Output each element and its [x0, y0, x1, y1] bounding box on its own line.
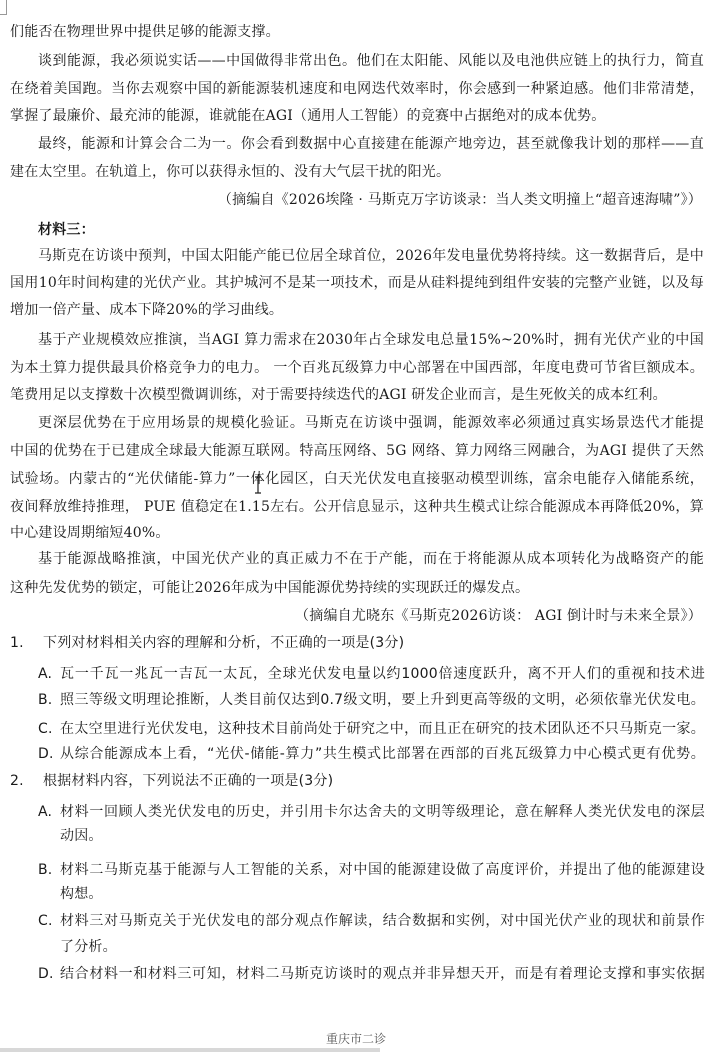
- option-text: 了分析。: [60, 939, 117, 955]
- paragraph-line: 在绕着美国跑。当你去观察中国的新能源装机速度和电网迭代效率时，你会感到一种紧迫感。他们非常清楚，: [10, 81, 704, 97]
- option-letter: C.: [38, 913, 53, 929]
- option-text: 瓦一千瓦一兆瓦一吉瓦一太瓦，全球光伏发电量以约1000倍速度跃升，离不开人们的重视和技术进: [60, 666, 705, 682]
- text-cursor-icon: [254, 476, 262, 494]
- option-text: 材料三对马斯克关于光伏发电的部分观点作解读，结合数据和实例，对中国光伏产业的现状和前景作: [60, 913, 705, 929]
- paragraph-line: 掌握了最廉价、最充沛的能源，谁就能在AGI（通用人工智能）的竞赛中占据绝对的成本优势。: [10, 108, 606, 124]
- paragraph-line: 基于产业规模效应推演，当AGI 算力需求在2030年占全球发电总量15%~20%时，拥有光伏产业的中国: [38, 332, 704, 348]
- option-letter: B.: [38, 692, 53, 708]
- paragraph-line: 基于能源战略推演，中国光伏产业的真正威力不在于产能，而在于将能源从成本项转化为战略资产的能: [38, 551, 704, 567]
- paragraph-line: 最终，能源和计算会合二为一。你会看到数据中心直接建在能源产地旁边，甚至就像我计划的那样——直: [38, 136, 704, 152]
- option-text: 从综合能源成本上看，“光伏-储能-算力”共生模式比部署在西部的百兆瓦级算力中心模式更有优势。: [60, 746, 705, 762]
- paragraph-line: 试验场。内蒙古的“光伏储能-算力”一体化园区，白天光伏发电直接驱动模型训练，富余电能存入储能系统，: [10, 471, 704, 487]
- horizontal-scrollbar[interactable]: [0, 1048, 380, 1052]
- paragraph-line: 谈到能源，我必须说实话——中国做得非常出色。他们在太阳能、风能以及电池供应链上的执行力，简直: [38, 53, 704, 69]
- option-text: 构想。: [60, 886, 103, 902]
- option-text: 材料一回顾人类光伏发电的历史，并引用卡尔达舍夫的文明等级理论，意在解释人类光伏发电的深层: [60, 804, 705, 820]
- paragraph-line: 马斯克在访谈中预判，中国太阳能产能已位居全球首位，2026年发电量优势将持续。这一数据背后，是中: [38, 248, 704, 264]
- source-citation: （摘编自《2026埃隆 · 马斯克万字访谈录：当人类文明撞上“超音速海啸”》）: [217, 192, 702, 208]
- source-citation: （摘编自尤晓东《马斯克2026访谈： AGI 倒计时与未来全景》）: [295, 608, 702, 624]
- option-letter: A.: [38, 804, 53, 820]
- page-corner-mark: [0, 0, 7, 15]
- section-heading: 材料三：: [38, 222, 95, 238]
- paragraph-line: 们能否在物理世界中提供足够的能源支撑。: [10, 24, 280, 40]
- option-text: 在太空里进行光伏发电，这种技术目前尚处于研究之中，而且正在研究的技术团队还不只马斯克一家。: [60, 721, 705, 737]
- paragraph-line: 中心建设周期缩短40%。: [10, 525, 170, 541]
- paragraph-line: 夜间释放维持推理， PUE 值稳定在1.15左右。公开信息显示，这种共生模式让综合能源成本再降低20%，算: [10, 499, 704, 515]
- question-number: 1.: [10, 635, 24, 651]
- option-text: 材料二马斯克基于能源与人工智能的关系，对中国的能源建设做了高度评价，并提出了他的能源建设: [60, 862, 705, 878]
- page-footer: 重庆市二诊: [325, 1032, 386, 1046]
- paragraph-line: 为本土算力提供最具价格竞争力的电力。 一个百兆瓦级算力中心部署在中国西部，年度电费可节省巨额成本。: [10, 360, 704, 376]
- option-letter: C.: [38, 721, 53, 737]
- option-text: 结合材料一和材料三可知，材料二马斯克访谈时的观点并非异想天开，而是有着理论支撑和事实依据: [60, 966, 705, 982]
- paragraph-line: 笔费用足以支撑数十次模型微调训练，对于需要持续迭代的AGI 研发企业而言，是生死攸关的成本红利。: [10, 387, 667, 403]
- question-number: 2.: [10, 773, 24, 789]
- option-text: 照三等级文明理论推断，人类目前仅达到0.7级文明，要上升到更高等级的文明，必须依靠光伏发电。: [60, 692, 705, 708]
- option-text: 动因。: [60, 828, 103, 844]
- question-stem: 根据材料内容，下列说法不正确的一项是(3分): [43, 773, 334, 789]
- question-stem: 下列对材料相关内容的理解和分析，不正确的一项是(3分): [43, 635, 405, 651]
- option-letter: D.: [38, 966, 54, 982]
- option-letter: D.: [38, 746, 54, 762]
- option-letter: A.: [38, 666, 53, 682]
- paragraph-line: 建在太空里。在轨道上，你可以获得永恒的、没有大气层干扰的阳光。: [10, 164, 451, 180]
- paragraph-line: 国用10年时间构建的光伏产业。其护城河不是某一项技术，而是从硅料提纯到组件安装的完整产业链，以及每: [10, 275, 704, 291]
- paragraph-line: 中国的优势在于已建成全球最大能源互联网。特高压网络、5G 网络、算力网络三网融合，为AGI 提供了天然: [10, 443, 704, 459]
- paragraph-line: 更深层优势在于应用场景的规模化验证。马斯克在访谈中强调，能源效率必须通过真实场景迭代才能提: [38, 415, 704, 431]
- paragraph-line: 增加一倍产量、成本下降20%的学习曲线。: [10, 302, 284, 318]
- paragraph-line: 这种先发优势的锁定，可能让2026年成为中国能源优势持续的实现跃迁的爆发点。: [10, 580, 530, 596]
- option-letter: B.: [38, 862, 53, 878]
